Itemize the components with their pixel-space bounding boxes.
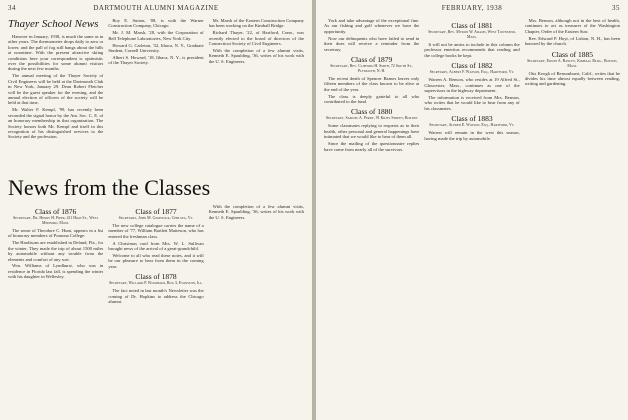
thayer-paragraph: Howard G. Carleton, '32, Ithaca, N. Y., Graduate Student, Cornell University. (108, 42, 204, 54)
class-paragraph: The new college catalogue carries the name of a member of '77, William Bartlett Matteson, who has entered the freshman class. (108, 223, 204, 239)
class-paragraph: Mrs. Benson, although not in the best of health, continues to act as treasurer of the Washington Chapter, Order of the Eastern Star. (524, 18, 620, 34)
thayer-news-column (8, 18, 103, 173)
class-heading: Class of 1879 (351, 54, 393, 64)
class-paragraph: The information is received from Mrs. Benson, who writes that he would like to hear from any of his classmates. (424, 94, 520, 111)
thayer-section-title: Thayer School News (8, 18, 99, 30)
right-running-title: FEBRUARY, 1938 (441, 4, 503, 12)
class-paragraph: With the completion of a few alumni visits, Kenneth E. Spaulding, '36, writes of his work with the U. S. Engineers. (208, 204, 304, 220)
class-secretary: Secretary, Rev. Myron W. Adams, West Townsend, Mass. (428, 30, 516, 39)
left-top-columns (8, 18, 304, 173)
class-paragraph: Welcome to all who read these notes, and it will be our pleasure to hear from them in the coming year. (108, 253, 204, 269)
thayer-paragraph: Mr. J. M. Marsh, '28, with the Corporation of Bell Telephone Laboratories, New York City. (108, 30, 204, 41)
class-heading: Class of 1885 (551, 49, 593, 59)
class-paragraph: The sense of Theodore C. Hunt, appears in a list of honorary members of Pomona College. (8, 228, 104, 239)
class-paragraph: Warren will remain in the west this season, having made the trip by automobile. (424, 130, 520, 141)
class-paragraph: The fact noted in last month's Newsletter was the coming of Dr. Hopkins to address the Chicago alumni. (108, 288, 204, 305)
class-heading: Class of 1877 (135, 207, 177, 216)
right-column-1 (324, 18, 419, 416)
class-secretary: Secretary, Dr. Henry H. Piper, 411 High St., West Medford, Mass. (13, 216, 99, 225)
thayer-paragraph: Richard Thayer, '22, of Hartford, Conn., was recently elected to the board of directors of the Connecticut Society of Civil Engineers. (208, 30, 304, 47)
class-secretary: Secretary, Samuel A. Perry, 91 Kilby Street, Boston (325, 116, 418, 121)
right-running-head (324, 4, 620, 14)
left-running-head (8, 4, 304, 14)
right-page-number: 35 (612, 4, 620, 12)
class-paragraph: The Hardisons are established in Deland, Fla., for the winter. They made the trip of about 1500 miles by automobile without any trouble from the elements and comfort of any sort. (8, 240, 104, 262)
class-paragraph: Wm. Williams of Lyndhurst, who was in residence in Florida last fall, is spending the winter with his daughter in Wellesley. (8, 263, 104, 280)
class-1877-column (108, 204, 203, 416)
class-heading: Class of 1881 (451, 21, 493, 30)
class-heading: Class of 1882 (451, 61, 493, 71)
left-middle-column (108, 18, 203, 173)
class-paragraph: A Christmas card from Mrs. W. L. Sullivan brought news of the arrival of a great-grandchild. (108, 240, 204, 252)
class-paragraph: Rev. Edward P. Hoyt, of Lisbon, N. H., has been honored by the church. (524, 35, 620, 47)
class-secretary: Secretary, Willard P. Woodman, Box 3, Evanston, Ill. (109, 281, 203, 286)
class-paragraph: Now our delinquents who have failed to send in their dues will receive a reminder from the secretary. (324, 35, 420, 52)
class-heading: Class of 1883 (451, 114, 493, 124)
right-columns (324, 18, 620, 416)
thayer-paragraph: Roy E. Sutton, '08, is with the Warner Construction Company, Chicago. (108, 18, 204, 29)
left-running-title: DARTMOUTH ALUMNI MAGAZINE (93, 4, 219, 12)
left-bottom-columns (8, 204, 304, 416)
class-paragraph: The class is deeply grateful to all who contributed to the fund. (324, 93, 420, 105)
news-from-classes-heading: News from the Classes (8, 175, 211, 200)
thayer-paragraph: Mr. Walter F. Kempf, '99, has recently been seconded the signal honor by the Am. Soc. C. E. of an honorary membership in that organization. The Society honors both Mr. Kempf and itself in this recognition of his distinguished services to the Society and the profession. (8, 107, 104, 140)
class-secretary: Secretary, John M. Comstock, Chelsea, Vt. (118, 216, 194, 220)
class-paragraph: Since the mailing of the questionnaire replies have come from nearly all of the survivors. (324, 141, 420, 152)
class-paragraph: York and take advantage of the exceptional fine. As our fishing and golf whenever we have the opportunity. (324, 18, 420, 34)
left-continuation-column (209, 204, 304, 416)
class-secretary: Secretary, Rev. Clifford H. Smith, 72 South St., Plymouth, N. H. (330, 63, 414, 73)
thayer-paragraph: Albert S. Howard, '18, Ithaca, N. Y., is president of the Thayer Society. (108, 54, 204, 66)
left-right-column (209, 18, 304, 173)
class-heading: Class of 1880 (351, 107, 393, 117)
right-column-2 (424, 18, 519, 416)
class-paragraph: It will not be amiss to include in this column the professor emeritus recommends that reading and the college books be kept. (424, 42, 520, 58)
class-secretary: Secretary, Edwin A. Bayley, Kimball Bldg., Boston, Mass. (527, 58, 618, 68)
class-secretary: Secretary, Alfred E. Watson, Esq., Hartford, Vt. (429, 123, 515, 128)
class-paragraph: The recent death of Spencer Barnes leaves only fifteen members of the class known to be alive at the end of the year. (324, 75, 420, 92)
class-heading: Class of 1876 (35, 207, 77, 216)
thayer-paragraph: The annual meeting of the Thayer Society of Civil Engineers will be held at the Dartmouth Club in New York, January 29. Dean Robert Fletcher will be the guest speaker for the evening, and the annual election of officers of the society will be held at that time. (8, 73, 104, 106)
right-page (316, 0, 628, 420)
class-heading: Class of 1878 (135, 272, 177, 282)
thayer-paragraph: With the completion of a few alumni visits, Kenneth E. Spaulding, '36, writes of his work with the U. S. Engineers. (208, 48, 304, 64)
left-page (0, 0, 312, 420)
right-column-3 (525, 18, 620, 416)
thayer-paragraph: Hanover in January, 1938, is much the same as in other years. The thermometer drops daily to zero or lower, and the pall of fog still hangs about the hills at noontime. With the present attractive skiing conditions here your correspondent is optimistic over the possibilities for some alumni visitors during the next few months. (8, 34, 104, 72)
class-paragraph: Some classmates replying to requests as to their health, other personal and general happenings have intimated that we would like to hear of them all. (324, 123, 420, 140)
thayer-paragraph: Mr. Marsh of the Eastern Construction Company has been working on the Kimball Bridge. (208, 18, 304, 29)
class-1876-column (8, 204, 103, 416)
class-paragraph: Warren A. Benson, who resides at 19 Alfred St., Gloucester, Mass., continues as one of the supervisors in the highway department. (424, 77, 520, 94)
left-page-number: 34 (8, 4, 16, 12)
class-secretary: Secretary, Albert F. Watson, Esq., Hartford, Vt. (429, 70, 515, 75)
class-paragraph: Otis Keogh of Bensonhurst, Calif., writes that he divides his time almost equally between reading, writing and gardening. (524, 70, 620, 87)
